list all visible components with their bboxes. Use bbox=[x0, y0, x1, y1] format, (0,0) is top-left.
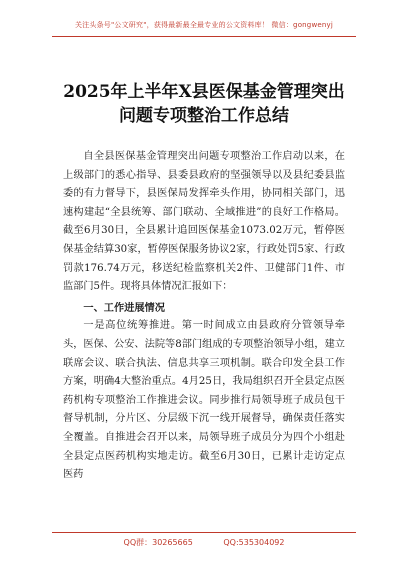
document-body bbox=[63, 148, 345, 485]
header-divider bbox=[52, 36, 356, 37]
document-title bbox=[0, 80, 408, 128]
title-line-1: 2025年上半年X县医保基金管理突出 bbox=[63, 82, 345, 102]
intro-paragraph: 自全县医保基金管理突出问题专项整治工作启动以来，在上级部门的悉心指导、县委县政府的坚强领导以及县纪委县监委的有力督导下，县医保局发挥牵头作用，协同相关部门，迅速构建起“全县统筹、部门联动、全域推进”的良好工作格局。截至6月30日，全县累计追回医保基金1073.02万元，暂停医保基金结算30家，暂停医保服务协议2家，行政处罚5家、行政罚款176.74万元，移送纪检监察机关2件、卫健部门1件、市监部门5件。现将具体情况汇报如下： bbox=[63, 151, 345, 293]
footer-note bbox=[0, 537, 408, 548]
header-note: 关注头条号"公文研究"，获得最新最全最专业的公文资料库！ 微信：gongwenyj bbox=[74, 21, 334, 29]
body-paragraph: 一是高位统筹推进。第一时间成立由县政府分管领导牵头，医保、公安、法院等8部门组成的专项整治领导小组，建立联席会议、联合执法、信息共享三项机制。联合印发全县工作方案，明确4大整治重点。4月25日，我局组织召开全县定点医药机构专项整治工作推进会议。同步推行局领导班子成员包干督导机制，分片区、分层级下沉一线开展督导，确保责任落实全覆盖。自推进会召开以来，局领导班子成员分为四个小组赴全县定点医药机构实地走访。截至6月30日，已累计走访定点医药 bbox=[63, 320, 345, 481]
title-line-2: 问题专项整治工作总结 bbox=[119, 106, 289, 126]
footer-qq-group: QQ群：30265665 bbox=[123, 538, 193, 547]
section-heading: 一、工作进展情况 bbox=[83, 301, 165, 314]
footer-qq: QQ:535304092 bbox=[223, 538, 285, 547]
footer-divider bbox=[52, 532, 356, 533]
